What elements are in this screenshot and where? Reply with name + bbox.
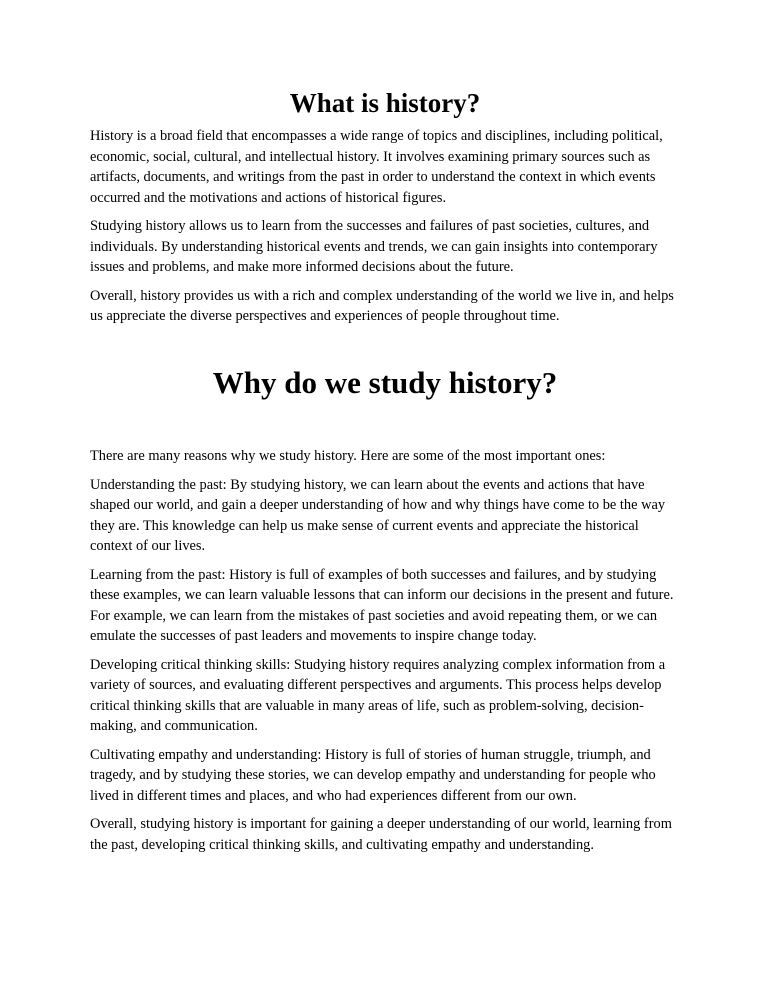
- section-why-study-history: [90, 365, 680, 856]
- paragraph: History is a broad field that encompasses a wide range of topics and disciplines, including political, economic, social, cultural, and intellectual history. It involves examining primary sources such as artifacts, documents, and writings from the past in order to understand the context in which events occurred and the motivations and actions of historical figures.: [90, 128, 663, 206]
- document-page: [90, 88, 680, 863]
- paragraph: Studying history allows us to learn from the successes and failures of past societies, cultures, and individuals. By understanding historical events and trends, we can gain insights into contemporary issues and problems, and make more informed decisions about the future.: [90, 218, 658, 276]
- paragraph: Learning from the past: History is full of examples of both successes and failures, and by studying these examples, we can learn valuable lessons that can inform our decisions in the present and future. For example, we can learn from the mistakes of past societies and avoid repeating them, or we can emulate the successes of past leaders and movements to inspire change today.: [90, 566, 674, 645]
- paragraph: There are many reasons why we study history. Here are some of the most important ones:: [90, 448, 606, 465]
- paragraph: Understanding the past: By studying history, we can learn about the events and actions that have shaped our world, and gain a deeper understanding of how and why things have come to be the way they are. This knowledge can help us make sense of current events and appreciate the historical context of our lives.: [90, 476, 666, 555]
- paragraph: Cultivating empathy and understanding: History is full of stories of human struggle, triumph, and tragedy, and by studying these stories, we can develop empathy and understanding for people who lived in different times and places, and who had experiences different from our own.: [90, 746, 656, 804]
- paragraph: Overall, studying history is important for gaining a deeper understanding of our world, learning from the past, developing critical thinking skills, and cultivating empathy and understanding.: [90, 816, 672, 853]
- paragraph: Overall, history provides us with a rich and complex understanding of the world we live in, and helps us appreciate the diverse perspectives and experiences of people throughout time.: [90, 287, 674, 325]
- section-what-is-history: [90, 88, 680, 327]
- heading-what-is-history: What is history?: [289, 88, 481, 118]
- heading-why-study-history: Why do we study history?: [212, 364, 558, 400]
- paragraph: Developing critical thinking skills: Studying history requires analyzing complex information from a variety of sources, and evaluating different perspectives and arguments. This process helps develop critical thinking skills that are valuable in many areas of life, such as problem-solving, decision-making, and communication.: [90, 656, 666, 735]
